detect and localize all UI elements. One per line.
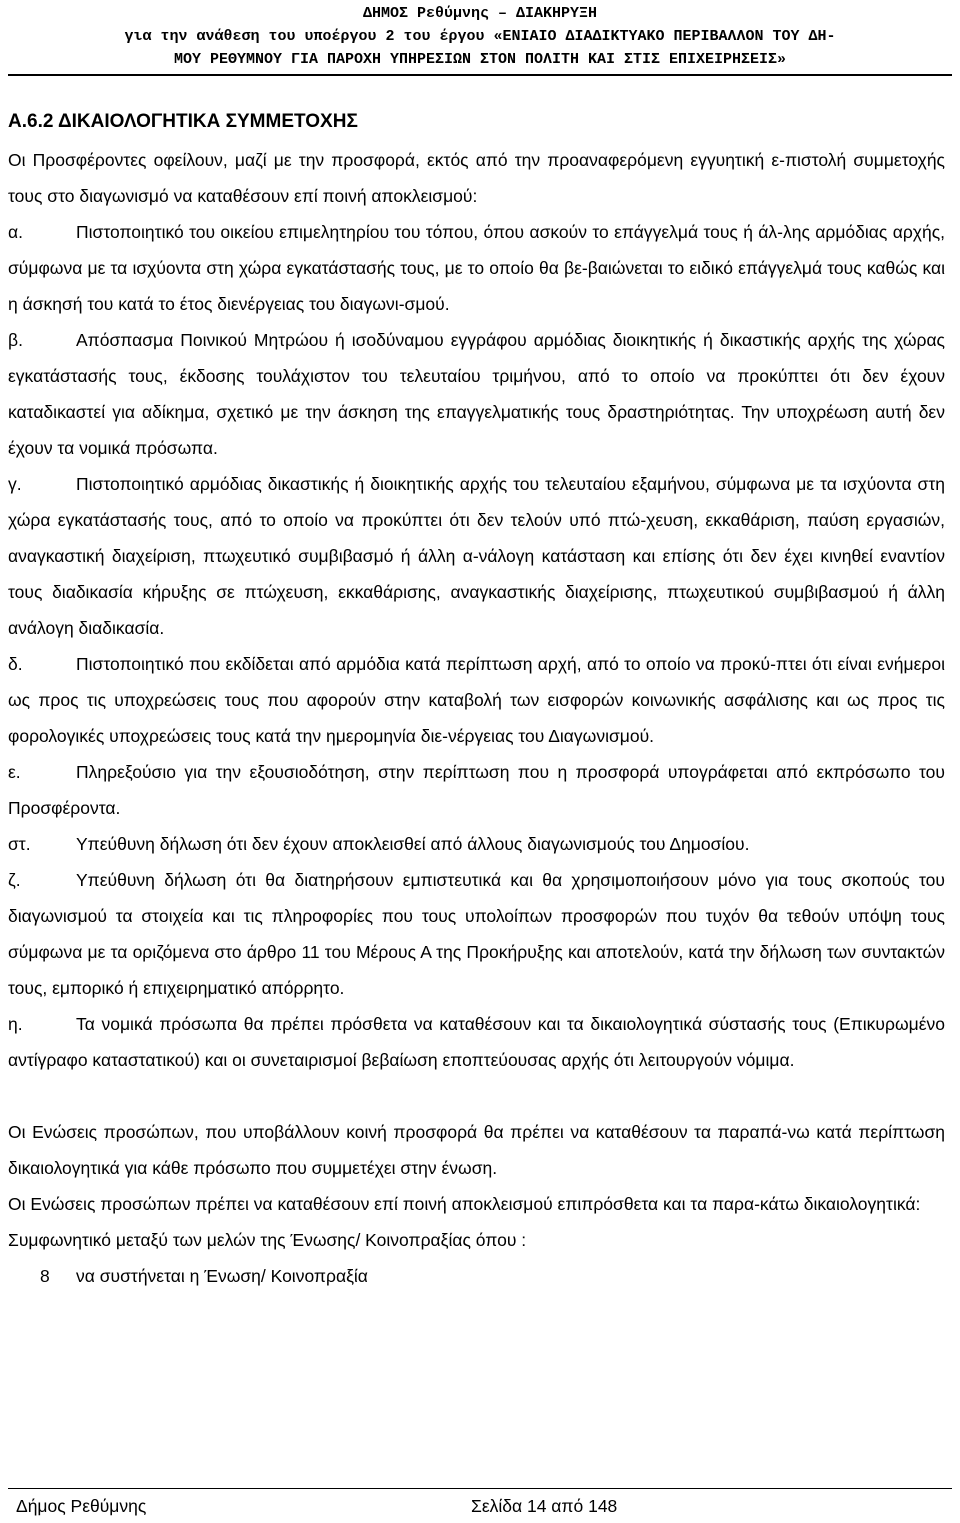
list-item bbox=[8, 214, 945, 322]
item-label: ζ. bbox=[8, 870, 21, 890]
section-title: Α.6.2 ΔΙΚΑΙΟΛΟΓΗΤΙΚΑ ΣΥΜΜΕΤΟΧΗΣ bbox=[8, 111, 358, 132]
joint-venture-paragraph-1: Οι Ενώσεις προσώπων, που υποβάλλουν κοινή προσφορά θα πρέπει να καταθέσουν τα παραπά-νω κατά περίπτωση δικαιολογητικά για κάθε πρόσωπο που συμμετέχει στην ένωση. bbox=[8, 1122, 945, 1178]
item-text: Τα νομικά πρόσωπα θα πρέπει πρόσθετα να καταθέσουν και τα δικαιολογητικά σύστασής τους (Επικυρωμένο αντίγραφο καταστατικού) και οι συνεταιρισμοί βεβαίωση εποπτεύουσας αρχής ότι λειτουργούν νόμιμα. bbox=[8, 1014, 945, 1070]
footer-organization: Δήμος Ρεθύμνης bbox=[16, 1496, 147, 1516]
item-label: α. bbox=[8, 222, 23, 242]
joint-venture-paragraph-3: Συμφωνητικό μεταξύ των μελών της Ένωσης/ Κοινοπραξίας όπου : bbox=[8, 1230, 527, 1250]
item-label: η. bbox=[8, 1014, 23, 1034]
document-body bbox=[8, 104, 945, 1294]
item-label: ε. bbox=[8, 762, 21, 782]
page-footer bbox=[8, 1488, 952, 1520]
header-divider bbox=[8, 74, 952, 76]
intro-paragraph: Οι Προσφέροντες οφείλουν, μαζί με την προσφορά, εκτός από την προαναφερόμενη εγγυητική ε-πιστολή συμμετοχής τους στο διαγωνισμό να καταθέσουν επί ποινή αποκλεισμού: bbox=[8, 150, 945, 206]
item-label: β. bbox=[8, 330, 23, 350]
item-text: Πληρεξούσιο για την εξουσιοδότηση, στην περίπτωση που η προσφορά υπογράφεται από εκπρόσωπο του Προσφέροντα. bbox=[8, 762, 945, 818]
item-text: Πιστοποιητικό του οικείου επιμελητηρίου του τόπου, όπου ασκούν το επάγγελμά τους ή άλ-λης αρμόδιας αρχής, σύμφωνα με τα ισχύοντα στη χώρα εγκατάστασής τους, με το οποίο θα βε-βαιώνεται το ειδικό επάγγελμά τους καθώς και η άσκησή του κατά το έτος διενέργειας του διαγωνι-σμού. bbox=[8, 222, 945, 314]
item-text: Υπεύθυνη δήλωση ότι δεν έχουν αποκλεισθεί από άλλους διαγωνισμούς του Δημοσίου. bbox=[76, 834, 750, 854]
header-line-1: για την ανάθεση του υποέργου 2 του έργου «ΕΝΙΑΙΟ ΔΙΑΔΙΚΤΥΑΚΟ ΠΕΡΙΒΑΛΛΟΝ ΤΟΥ ΔΗ- bbox=[124, 28, 836, 45]
joint-venture-paragraph-2: Οι Ενώσεις προσώπων πρέπει να καταθέσουν επί ποινή αποκλεισμού επιπρόσθετα και τα παρα-κάτω δικαιολογητικά: bbox=[8, 1194, 921, 1214]
header-organization: ΔΗΜΟΣ Ρεθύμνης – ΔΙΑΚΗΡΥΞΗ bbox=[362, 5, 598, 22]
paragraph-spacer bbox=[8, 1078, 945, 1114]
item-text: Πιστοποιητικό αρμόδιας δικαστικής ή διοικητικής αρχής του τελευταίου εξαμήνου, σύμφωνα με τα ισχύοντα στη χώρα εγκατάστασής τους, από το οποίο να προκύπτει ότι δεν τελούν υπό πτώ-χευση, εκκαθάριση, παύση εργασιών, αναγκαστική διαχείριση, πτωχευτικό συμβιβασμό ή άλλη α-νάλογη κατάσταση και επίσης ότι δεν έχει κινηθεί εναντίον τους διαδικασία κήρυξης σε πτώχευση, εκκαθάρισης, αναγκαστικής διαχείρισης, πτωχευτικού συμβιβασμού ή άλλη ανάλογη διαδικασία. bbox=[8, 474, 945, 638]
item-text: Απόσπασμα Ποινικού Μητρώου ή ισοδύναμου εγγράφου αρμόδιας διοικητικής ή δικαστικής αρχής της χώρας εγκατάστασής τους, έκδοσης τουλάχιστον του τελευταίου τριμήνου, από το οποίο να προκύπτει ότι δεν έχουν καταδικαστεί για αδίκημα, σχετικό με την άσκηση της επαγγελματικής τους δραστηριότητας. Την υποχρέωση αυτή δεν έχουν τα νομικά πρόσωπα. bbox=[8, 330, 945, 458]
list-item bbox=[8, 466, 945, 646]
item-label: γ. bbox=[8, 474, 22, 494]
list-item bbox=[8, 862, 945, 1006]
list-item bbox=[8, 1006, 945, 1078]
list-item bbox=[8, 322, 945, 466]
item-label: δ. bbox=[8, 654, 23, 674]
bullet-marker: 8 bbox=[40, 1266, 50, 1286]
item-text: Πιστοποιητικό που εκδίδεται από αρμόδια κατά περίπτωση αρχή, από το οποίο να προκύ-πτει ότι είναι ενήμεροι ως προς τις υποχρεώσεις τους που αφορούν στην καταβολή των εισφορών κοινωνικής ασφάλισης και ως προς τις φορολογικές υποχρεώσεις τους κατά την ημερομηνία διε-νέργειας του Διαγωνισμού. bbox=[8, 654, 945, 746]
item-text: Υπεύθυνη δήλωση ότι θα διατηρήσουν εμπιστευτικά και θα χρησιμοποιήσουν μόνο για τους σκοπούς του διαγωνισμού τα στοιχεία και τις πληροφορίες που τους υπολοίπων προσφορών που τυχόν θα τεθούν υπόψη τους σύμφωνα με τα οριζόμενα στο άρθρο 11 του Μέρους Α της Προκήρυξης και αποτελούν, κατά την δήλωση των συντακτών τους, εμπορικό ή επιχειρηματικό απόρρητο. bbox=[8, 870, 945, 998]
header-line-2: ΜΟΥ ΡΕΘΥΜΝΟΥ ΓΙΑ ΠΑΡΟΧΗ ΥΠΗΡΕΣΙΩΝ ΣΤΟΝ ΠΟΛΙΤΗ ΚΑΙ ΣΤΙΣ ΕΠΙΧΕΙΡΗΣΕΙΣ» bbox=[173, 51, 787, 68]
bullet-item bbox=[8, 1258, 945, 1294]
list-item bbox=[8, 646, 945, 754]
item-label: στ. bbox=[8, 834, 31, 854]
list-item bbox=[8, 754, 945, 826]
bullet-text: να συστήνεται η Ένωση/ Κοινοπραξία bbox=[76, 1266, 368, 1286]
footer-page-number: Σελίδα 14 από 148 bbox=[471, 1496, 618, 1516]
page-header bbox=[8, 2, 952, 71]
list-item bbox=[8, 826, 945, 862]
